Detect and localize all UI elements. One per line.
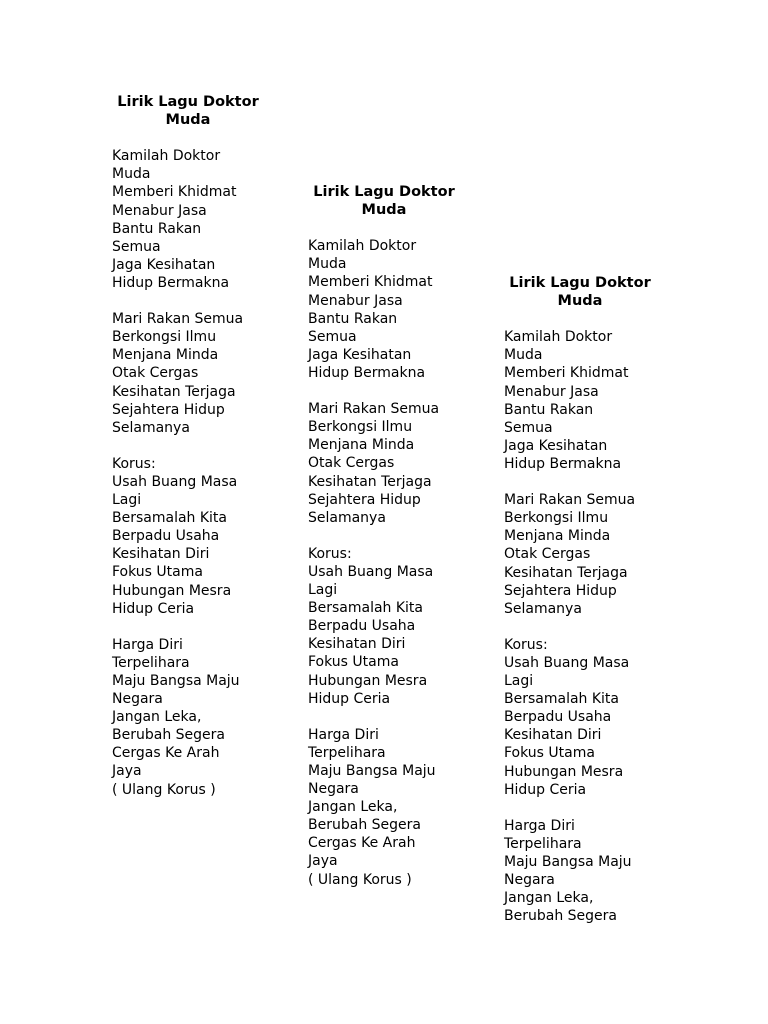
lyric-line: Maju Bangsa Maju: [308, 763, 436, 779]
lyric-line: Lagi: [504, 673, 534, 690]
lyric-line: Otak Cergas: [504, 546, 591, 563]
lyric-line: Jangan Leka,: [308, 799, 398, 816]
lyric-stanza: [308, 545, 478, 708]
lyric-line: Negara: [504, 872, 555, 889]
lyric-line: Fokus Utama: [308, 654, 399, 671]
lyric-line: Jaya: [112, 763, 142, 780]
lyric-line: Jangan Leka,: [504, 890, 594, 907]
lyric-line: Kesihatan Terjaga: [308, 473, 432, 490]
song-title-line: Muda: [557, 293, 603, 310]
lyric-line: Hubungan Mesra: [112, 582, 232, 599]
lyric-line: Bantu Rakan: [308, 310, 398, 327]
lyric-line: Harga Diri: [504, 817, 575, 834]
lyric-stanza: [112, 310, 282, 437]
song-title: [504, 274, 656, 310]
lyric-line: Berubah Segera: [112, 727, 225, 744]
lyric-line: Otak Cergas: [112, 365, 199, 382]
lyric-line: Negara: [112, 691, 163, 708]
lyric-line: Bersamalah Kita: [504, 691, 619, 708]
lyric-line: Kamilah Doktor: [504, 329, 613, 346]
lyrics-column-3: [504, 274, 674, 943]
lyric-line: Hubungan Mesra: [504, 763, 624, 780]
lyric-line: Berpadu Usaha: [308, 618, 416, 635]
lyric-line: Korus:: [504, 636, 548, 653]
lyric-stanza: [112, 147, 282, 292]
lyric-stanza: [504, 328, 674, 473]
lyric-line: Menjana Minda: [112, 347, 219, 364]
lyric-line: Berkongsi Ilmu: [308, 419, 413, 436]
lyric-line: Lagi: [308, 582, 338, 599]
lyric-line: Hidup Ceria: [112, 600, 195, 617]
lyric-line: Jangan Leka,: [112, 709, 202, 726]
lyric-line: Fokus Utama: [504, 745, 595, 762]
lyric-line: Harga Diri: [308, 726, 379, 743]
lyric-line: Cergas Ke Arah: [308, 835, 416, 852]
lyric-stanza: [112, 636, 282, 799]
lyrics-column-2: [308, 183, 478, 907]
lyric-line: Sejahtera Hidup: [504, 582, 617, 599]
lyric-line: Selamanya: [308, 509, 386, 526]
lyric-line: Cergas Ke Arah: [112, 745, 220, 762]
lyric-line: Berpadu Usaha: [504, 709, 612, 726]
lyric-line: Maju Bangsa Maju: [112, 673, 240, 689]
lyric-line: Berkongsi Ilmu: [112, 329, 217, 346]
lyric-line: Jaya: [308, 853, 338, 870]
lyric-line: Lagi: [112, 492, 142, 509]
lyrics-column-1: [112, 93, 282, 817]
lyric-line: Korus:: [112, 455, 156, 472]
lyric-line: Mari Rakan Semua: [504, 492, 636, 509]
lyric-line: Terpelihara: [504, 835, 582, 852]
lyric-line: Mari Rakan Semua: [308, 401, 440, 418]
lyric-line: Bantu Rakan: [504, 401, 594, 418]
lyric-line: Mari Rakan Semua: [112, 311, 244, 328]
lyric-line: Jaga Kesihatan: [112, 256, 216, 273]
lyric-line: Hidup Bermakna: [504, 455, 622, 472]
lyric-line: Hidup Bermakna: [308, 364, 426, 381]
lyric-line: Terpelihara: [308, 744, 386, 761]
lyric-line: Negara: [308, 781, 359, 798]
lyric-line: Hubungan Mesra: [308, 672, 428, 689]
lyric-line: Semua: [308, 328, 357, 345]
lyric-line: Selamanya: [112, 419, 190, 436]
lyric-line: Kamilah Doktor: [112, 148, 221, 165]
lyric-line: ( Ulang Korus ): [112, 781, 216, 798]
lyric-line: ( Ulang Korus ): [308, 871, 412, 888]
lyric-line: Selamanya: [504, 600, 582, 617]
lyric-stanza: [308, 237, 478, 382]
lyric-line: Hidup Ceria: [308, 690, 391, 707]
lyric-line: Jaga Kesihatan: [308, 346, 412, 363]
lyric-line: Kesihatan Diri: [112, 546, 210, 563]
song-title: [112, 93, 264, 129]
lyric-line: Otak Cergas: [308, 455, 395, 472]
lyric-line: Kamilah Doktor: [308, 238, 417, 255]
lyric-line: Menabur Jasa: [112, 202, 207, 219]
lyric-stanza: [112, 455, 282, 618]
lyric-line: Semua: [112, 238, 161, 255]
lyric-line: Kesihatan Diri: [504, 727, 602, 744]
lyric-line: Menabur Jasa: [504, 383, 599, 400]
song-title-line: Lirik Lagu Doktor: [313, 184, 455, 200]
lyric-line: Menjana Minda: [504, 528, 611, 545]
lyric-line: Terpelihara: [112, 654, 190, 671]
song-title-line: Muda: [165, 112, 211, 129]
lyric-line: Bantu Rakan: [112, 220, 202, 237]
lyric-line: Hidup Ceria: [504, 781, 587, 798]
lyric-line: Berubah Segera: [504, 908, 617, 925]
lyric-line: Harga Diri: [112, 636, 183, 653]
lyric-line: Sejahtera Hidup: [308, 491, 421, 508]
song-title: [308, 183, 460, 219]
lyric-line: Jaga Kesihatan: [504, 437, 608, 454]
lyric-line: Usah Buang Masa: [504, 654, 630, 671]
song-title-line: Muda: [361, 202, 407, 219]
lyric-line: Memberi Khidmat: [504, 365, 629, 382]
lyric-stanza: [308, 726, 478, 889]
lyric-stanza: [308, 400, 478, 527]
lyric-line: Fokus Utama: [112, 564, 203, 581]
lyric-line: Bersamalah Kita: [112, 510, 227, 527]
lyric-line: Muda: [504, 347, 543, 364]
lyric-stanza: [504, 817, 674, 926]
lyric-line: Bersamalah Kita: [308, 600, 423, 617]
lyric-line: Kesihatan Diri: [308, 636, 406, 653]
lyric-line: Korus:: [308, 545, 352, 562]
lyric-stanza: [504, 491, 674, 618]
song-title-line: Lirik Lagu Doktor: [509, 275, 651, 291]
lyric-line: Menabur Jasa: [308, 292, 403, 309]
song-title-line: Lirik Lagu Doktor: [117, 94, 259, 110]
lyric-stanza: [504, 636, 674, 799]
lyric-line: Maju Bangsa Maju: [504, 854, 632, 870]
lyric-line: Kesihatan Terjaga: [504, 564, 628, 581]
lyric-line: Usah Buang Masa: [112, 473, 238, 490]
lyric-line: Berpadu Usaha: [112, 528, 220, 545]
lyric-line: Hidup Bermakna: [112, 274, 230, 291]
lyric-line: Berkongsi Ilmu: [504, 510, 609, 527]
lyric-line: Sejahtera Hidup: [112, 401, 225, 418]
lyric-line: Kesihatan Terjaga: [112, 383, 236, 400]
lyric-line: Menjana Minda: [308, 437, 415, 454]
lyric-line: Muda: [112, 166, 151, 183]
lyric-line: Berubah Segera: [308, 817, 421, 834]
lyric-line: Memberi Khidmat: [308, 274, 433, 291]
lyric-line: Usah Buang Masa: [308, 563, 434, 580]
lyric-line: Muda: [308, 256, 347, 273]
lyric-line: Semua: [504, 419, 553, 436]
lyric-line: Memberi Khidmat: [112, 184, 237, 201]
